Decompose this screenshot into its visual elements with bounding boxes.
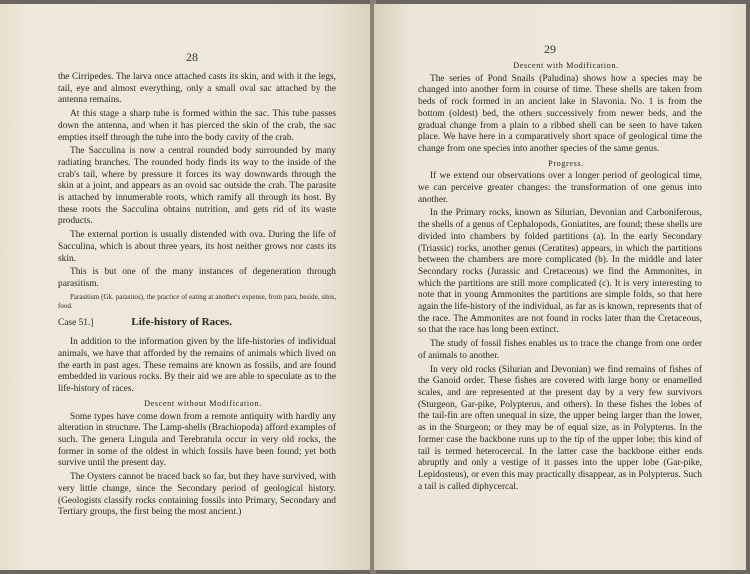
subheading: Descent without Modification.: [144, 398, 262, 408]
paragraph: This is but one of the many instances of degeneration through parasitism.: [58, 267, 336, 289]
paragraph: the Cirripedes. The larva once attached casts its skin, and with it the legs, tail, eye and almost everything, only a small oval sac attached by the antenna remains.: [58, 72, 336, 106]
paragraph: In addition to the information given by the life-histories of individual animals, we have that afforded by the remains of animals which lived on the earth in past ages. These remains are known as fossils, and are found embedded in various rocks. By their aid we are able to speculate as to the life-history of races.: [58, 337, 336, 395]
paragraph: Some types have come down from a remote antiquity with hardly any alteration in structure. The Lamp-shells (Brachiopoda) afford examples of such. The genera Lingula and Terebratula occur in very old rocks, the former in some of the oldest in which fossils have been found; yet both survive until the present day.: [58, 411, 336, 469]
right-page: [374, 4, 746, 570]
paragraph: The external portion is usually distended with ova. During the life of Sacculina, which is about three years, its host neither grows nor casts its skin.: [58, 230, 336, 264]
case-label: Case 51.]: [58, 317, 94, 328]
case-heading: [58, 317, 336, 330]
paragraph: The study of fossil fishes enables us to trace the change from one order of animals to another.: [418, 339, 702, 361]
paragraph: If we extend our observations over a longer period of geological time, we can perceive greater changes: the transformation of one genus into another.: [418, 171, 702, 205]
footnote: Parasitism (Gk. parasitos), the practice of eating at another's expense, from para, beside, sitos, food.: [58, 292, 336, 310]
paragraph: The Oysters cannot be traced back so far, but they have survived, with very little change, since the Secondary period of geological history. (Geologists classify rocks containing fossils into Primary, Secondary and Tertiary groups, the first being the most ancient.): [58, 472, 336, 518]
page-number: 28: [186, 50, 198, 64]
section-title: Life-history of Races.: [131, 315, 232, 328]
page-number: 29: [544, 42, 556, 56]
subheading: Progress.: [548, 158, 584, 168]
paragraph: In very old rocks (Silurian and Devonian) we find remains of fishes of the Ganoid order. These fishes are covered with large bony or enamelled scales, and are represented at the present day by a very few survivors (Sturgeon, Gar-pike, Polypterus, and others). In these fishes the lobes of the tail-fin are often unequal in size, the upper being larger than the lower, as in the Sturgeon; or they may be of equal size, as in Polypterus. In the former case the backbone runs up to the tip of the upper lobe; this kind of tail is termed heterocercal. In the latter case the backbone either ends abruptly and only a vestige of it passes into the upper lobe (Gar-pike, Lepidosteus), or even this may practically disappear, as in Polypterus. Such a tail is called diphycercal.: [418, 364, 702, 492]
paragraph: The Sacculina is now a central rounded body surrounded by many radiating branches. The rounded body finds its way to the inside of the crab's tail, where by pressure it forces its way downwards through the skin at a joint, and appears as an ovoid sac outside the crab. The parasite is attached by innumerable roots, which ramify all through its host. By these roots the Sacculina obtains nutrition, and gets rid of its waste products.: [58, 146, 336, 227]
left-page-text: [58, 72, 336, 521]
left-page: [0, 4, 372, 570]
paragraph: In the Primary rocks, known as Silurian, Devonian and Carboniferous, the shells of a genus of Cephalopods, Goniatites, are found; these shells are divided into chambers by folded partitions (a). In the early Secondary (Triassic) rocks, another genus (Ceratites) appears, in which the partitions between the chambers are more complicated (b). In the middle and later Secondary rocks (Jurassic and Cretaceous) we find the Ammonites, in which the partitions are still more complicated (c). It is very interesting to note that in young Ammonites the partitions are simple folds, so that here again the life-history of the individual, as far as is known, represents that of the race. The Ammonites are not found in rocks later than the Cretaceous, so that the race has long been extinct.: [418, 208, 702, 336]
paragraph: The series of Pond Snails (Paludina) shows how a species may be changed into another form in course of time. These shells are taken from beds of rock formed in an ancient lake in Slavonia. No. 1 is from the bottom (oldest) bed, the others successively from newer beds, and the gradual change from a plain to a ribbed shell can be seen to have taken place. We have here in a comparatively short space of geological time the change from one species into another species of the same genus.: [418, 73, 702, 154]
subheading: Descent with Modification.: [513, 61, 619, 70]
paragraph: At this stage a sharp tube is formed within the sac. This tube passes down the antenna, and when it has pierced the skin of the crab, the sac empties itself through the tube into the body cavity of the crab.: [58, 109, 336, 143]
right-page-text: [418, 60, 702, 495]
